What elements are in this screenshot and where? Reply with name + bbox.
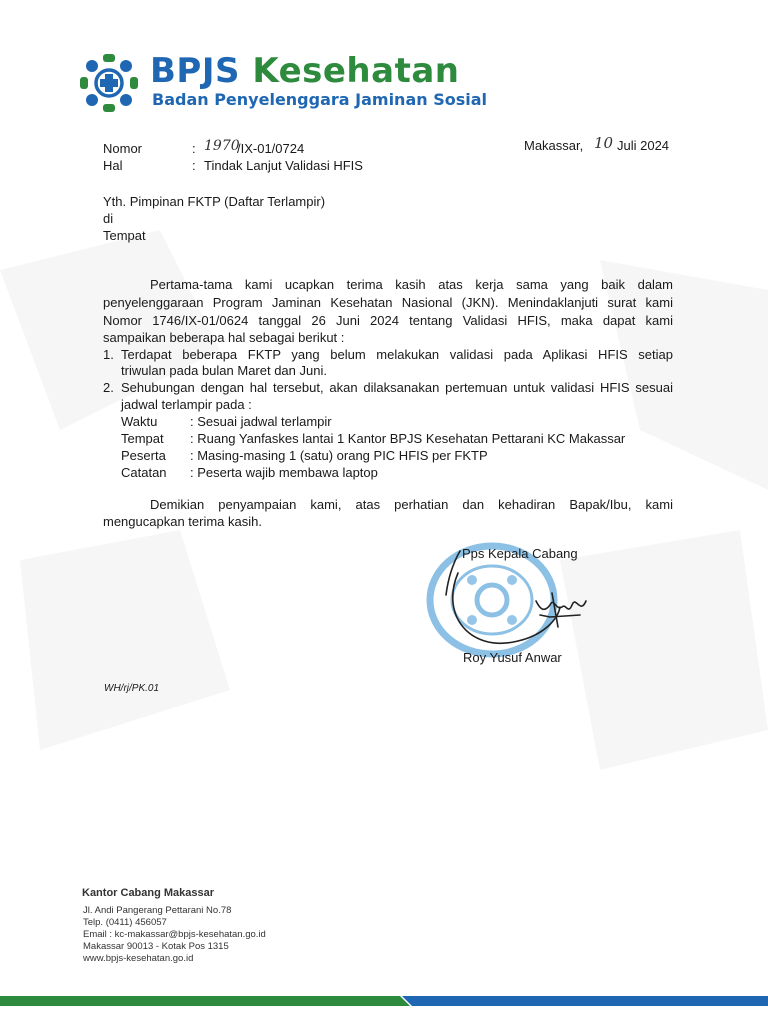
para1-line-3: Nomor 1746/IX-01/0624 tanggal 26 Juni 2024 tentang Validasi HFIS, maka dapat kami	[103, 313, 673, 328]
footer-email: Email : kc-makassar@bpjs-kesehatan.go.id	[83, 929, 266, 940]
hal-label: Hal	[103, 158, 123, 173]
point1-line-2: triwulan pada bulan Maret dan Juni.	[121, 363, 327, 378]
footer-office: Kantor Cabang Makassar	[82, 887, 215, 899]
footer-phone: Telp. (0411) 456057	[83, 917, 167, 928]
schedule-value-tempat: : Ruang Yanfaskes lantai 1 Kantor BPJS Kesehatan Pettarani KC Makassar	[190, 431, 626, 446]
schedule-label-waktu: Waktu	[121, 414, 158, 429]
point2-number: 2.	[103, 380, 114, 395]
recipient-line-3: Tempat	[103, 228, 146, 243]
nomor-value: /IX-01/0724	[237, 141, 305, 156]
signature-scribble	[440, 545, 600, 665]
para1-line-2: penyelenggaraan Program Jaminan Kesehatan Nasional (JKN). Menindaklanjuti surat kami	[103, 295, 673, 310]
logo-name	[150, 51, 460, 91]
schedule-label-tempat: Tempat	[121, 431, 164, 446]
recipient-line-1: Yth. Pimpinan FKTP (Daftar Terlampir)	[103, 194, 326, 209]
para1-line-4: sampaikan beberapa hal sebagai berikut :	[103, 330, 345, 345]
nomor-separator: :	[192, 141, 196, 156]
schedule-label-peserta: Peserta	[121, 448, 166, 463]
date-place: Makassar,	[524, 138, 584, 153]
bpjs-logo-icon	[78, 52, 140, 114]
hal-separator: :	[192, 158, 196, 173]
point2-line-1: Sehubungan dengan hal tersebut, akan dilaksanakan pertemuan untuk validasi HFIS sesuai	[121, 380, 673, 395]
reference-code: WH/rj/PK.01	[104, 683, 160, 694]
footer-color-bar	[0, 992, 768, 1024]
point1-line-1: Terdapat beberapa FKTP yang belum melakukan validasi pada Aplikasi HFIS setiap	[121, 347, 673, 362]
schedule-value-waktu: : Sesuai jadwal terlampir	[190, 414, 332, 429]
point1-number: 1.	[103, 347, 114, 362]
nomor-label: Nomor	[103, 141, 143, 156]
schedule-value-catatan: : Peserta wajib membawa laptop	[190, 465, 378, 480]
closing-line-1: Demikian penyampaian kami, atas perhatian dan kehadiran Bapak/Ibu, kami	[150, 497, 673, 512]
point2-line-2: jadwal terlampir pada :	[121, 397, 252, 412]
footer-address: Jl. Andi Pangerang Pettarani No.78	[83, 905, 232, 916]
footer-website: www.bpjs-kesehatan.go.id	[83, 953, 194, 964]
logo-subtitle: Badan Penyelenggara Jaminan Sosial	[152, 90, 487, 109]
footer-postal: Makassar 90013 - Kotak Pos 1315	[83, 941, 229, 952]
signature-name: Roy Yusuf Anwar	[463, 650, 562, 665]
closing-line-2: mengucapkan terima kasih.	[103, 514, 262, 529]
date-day-handwritten: 10	[594, 134, 614, 152]
schedule-label-catatan: Catatan	[121, 465, 167, 480]
hal-value: Tindak Lanjut Validasi HFIS	[204, 158, 363, 173]
nomor-handwritten: 1970	[204, 138, 240, 154]
para1-line-1: Pertama-tama kami ucapkan terima kasih atas kerja sama yang baik dalam	[150, 277, 673, 292]
logo-name-bpjs: BPJS	[150, 51, 240, 91]
recipient-line-2: di	[103, 211, 114, 226]
signature-title: Pps Kepala Cabang	[462, 546, 578, 561]
logo-name-kesehatan: Kesehatan	[252, 51, 460, 91]
schedule-value-peserta: : Masing-masing 1 (satu) orang PIC HFIS per FKTP	[190, 448, 488, 463]
date-month-year: Juli 2024	[617, 138, 670, 153]
